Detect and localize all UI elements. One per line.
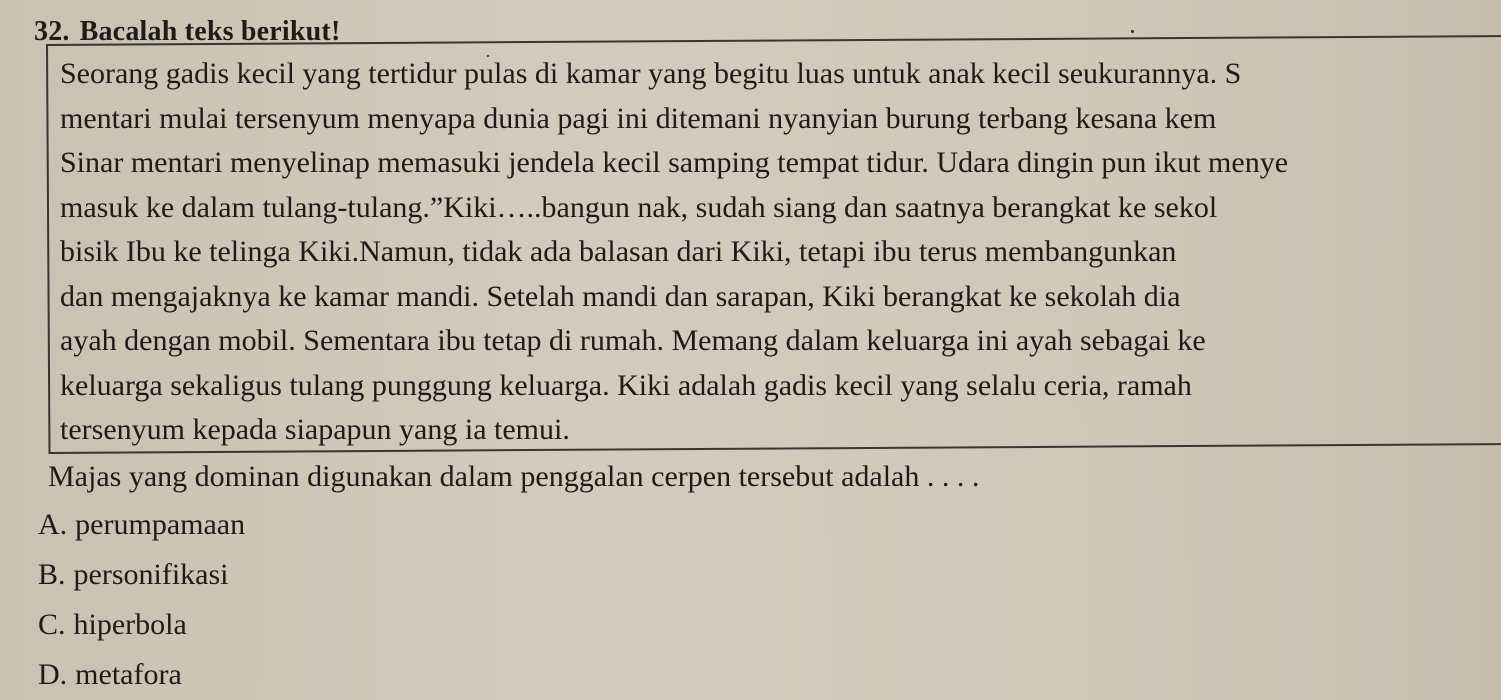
passage-line: dan mengajaknya ke kamar mandi. Setelah mandi dan sarapan, Kiki berangkat ke sekolah dia (60, 279, 1181, 313)
option-c[interactable] (38, 600, 245, 650)
passage-line: masuk ke dalam tulang-tulang.”Kiki…..bangun nak, sudah siang dan saatnya berangkat ke sekol (60, 190, 1218, 224)
option-letter: A. (38, 508, 68, 541)
option-text: hiperbola (73, 608, 187, 641)
passage-line: ayah dengan mobil. Sementara ibu tetap di rumah. Memang dalam keluarga ini ayah sebagai ke (60, 324, 1206, 357)
answer-options (38, 500, 245, 700)
option-d[interactable] (38, 650, 245, 700)
option-text: metafora (75, 658, 182, 691)
option-letter: D. (38, 658, 68, 691)
option-text: perumpamaan (75, 508, 246, 541)
option-letter: B. (38, 558, 66, 591)
passage-text (60, 52, 1501, 453)
passage-line: keluarga sekaligus tulang punggung keluarga. Kiki adalah gadis kecil yang selalu ceria, ramah (60, 368, 1192, 402)
option-a[interactable] (38, 500, 245, 550)
passage-line: bisik Ibu ke telinga Kiki.Namun, tidak ada balasan dari Kiki, tetapi ibu terus membangunkan (60, 235, 1177, 268)
question-prompt: Majas yang dominan digunakan dalam penggalan cerpen tersebut adalah . . . . (48, 460, 980, 493)
option-text: personifikasi (73, 558, 229, 591)
paper-speck (1131, 30, 1134, 33)
option-b[interactable] (38, 550, 245, 600)
paper-speck (487, 55, 489, 57)
passage-line: Sinar mentari menyelinap memasuki jendela kecil samping tempat tidur. Udara dingin pun ikut menye (60, 146, 1289, 179)
passage-line: Seorang gadis kecil yang tertidur pulas di kamar yang begitu luas untuk anak kecil seukurannya. S (60, 57, 1242, 90)
passage-line: tersenyum kepada siapapun yang ia temui. (60, 413, 570, 446)
question-instruction: Bacalah teks berikut! (79, 16, 341, 47)
passage-line: mentari mulai tersenyum menyapa dunia pagi ini ditemani nyanyian burung terbang kesana kem (60, 101, 1217, 135)
question-number: 32. (34, 16, 70, 47)
option-letter: C. (38, 608, 66, 641)
